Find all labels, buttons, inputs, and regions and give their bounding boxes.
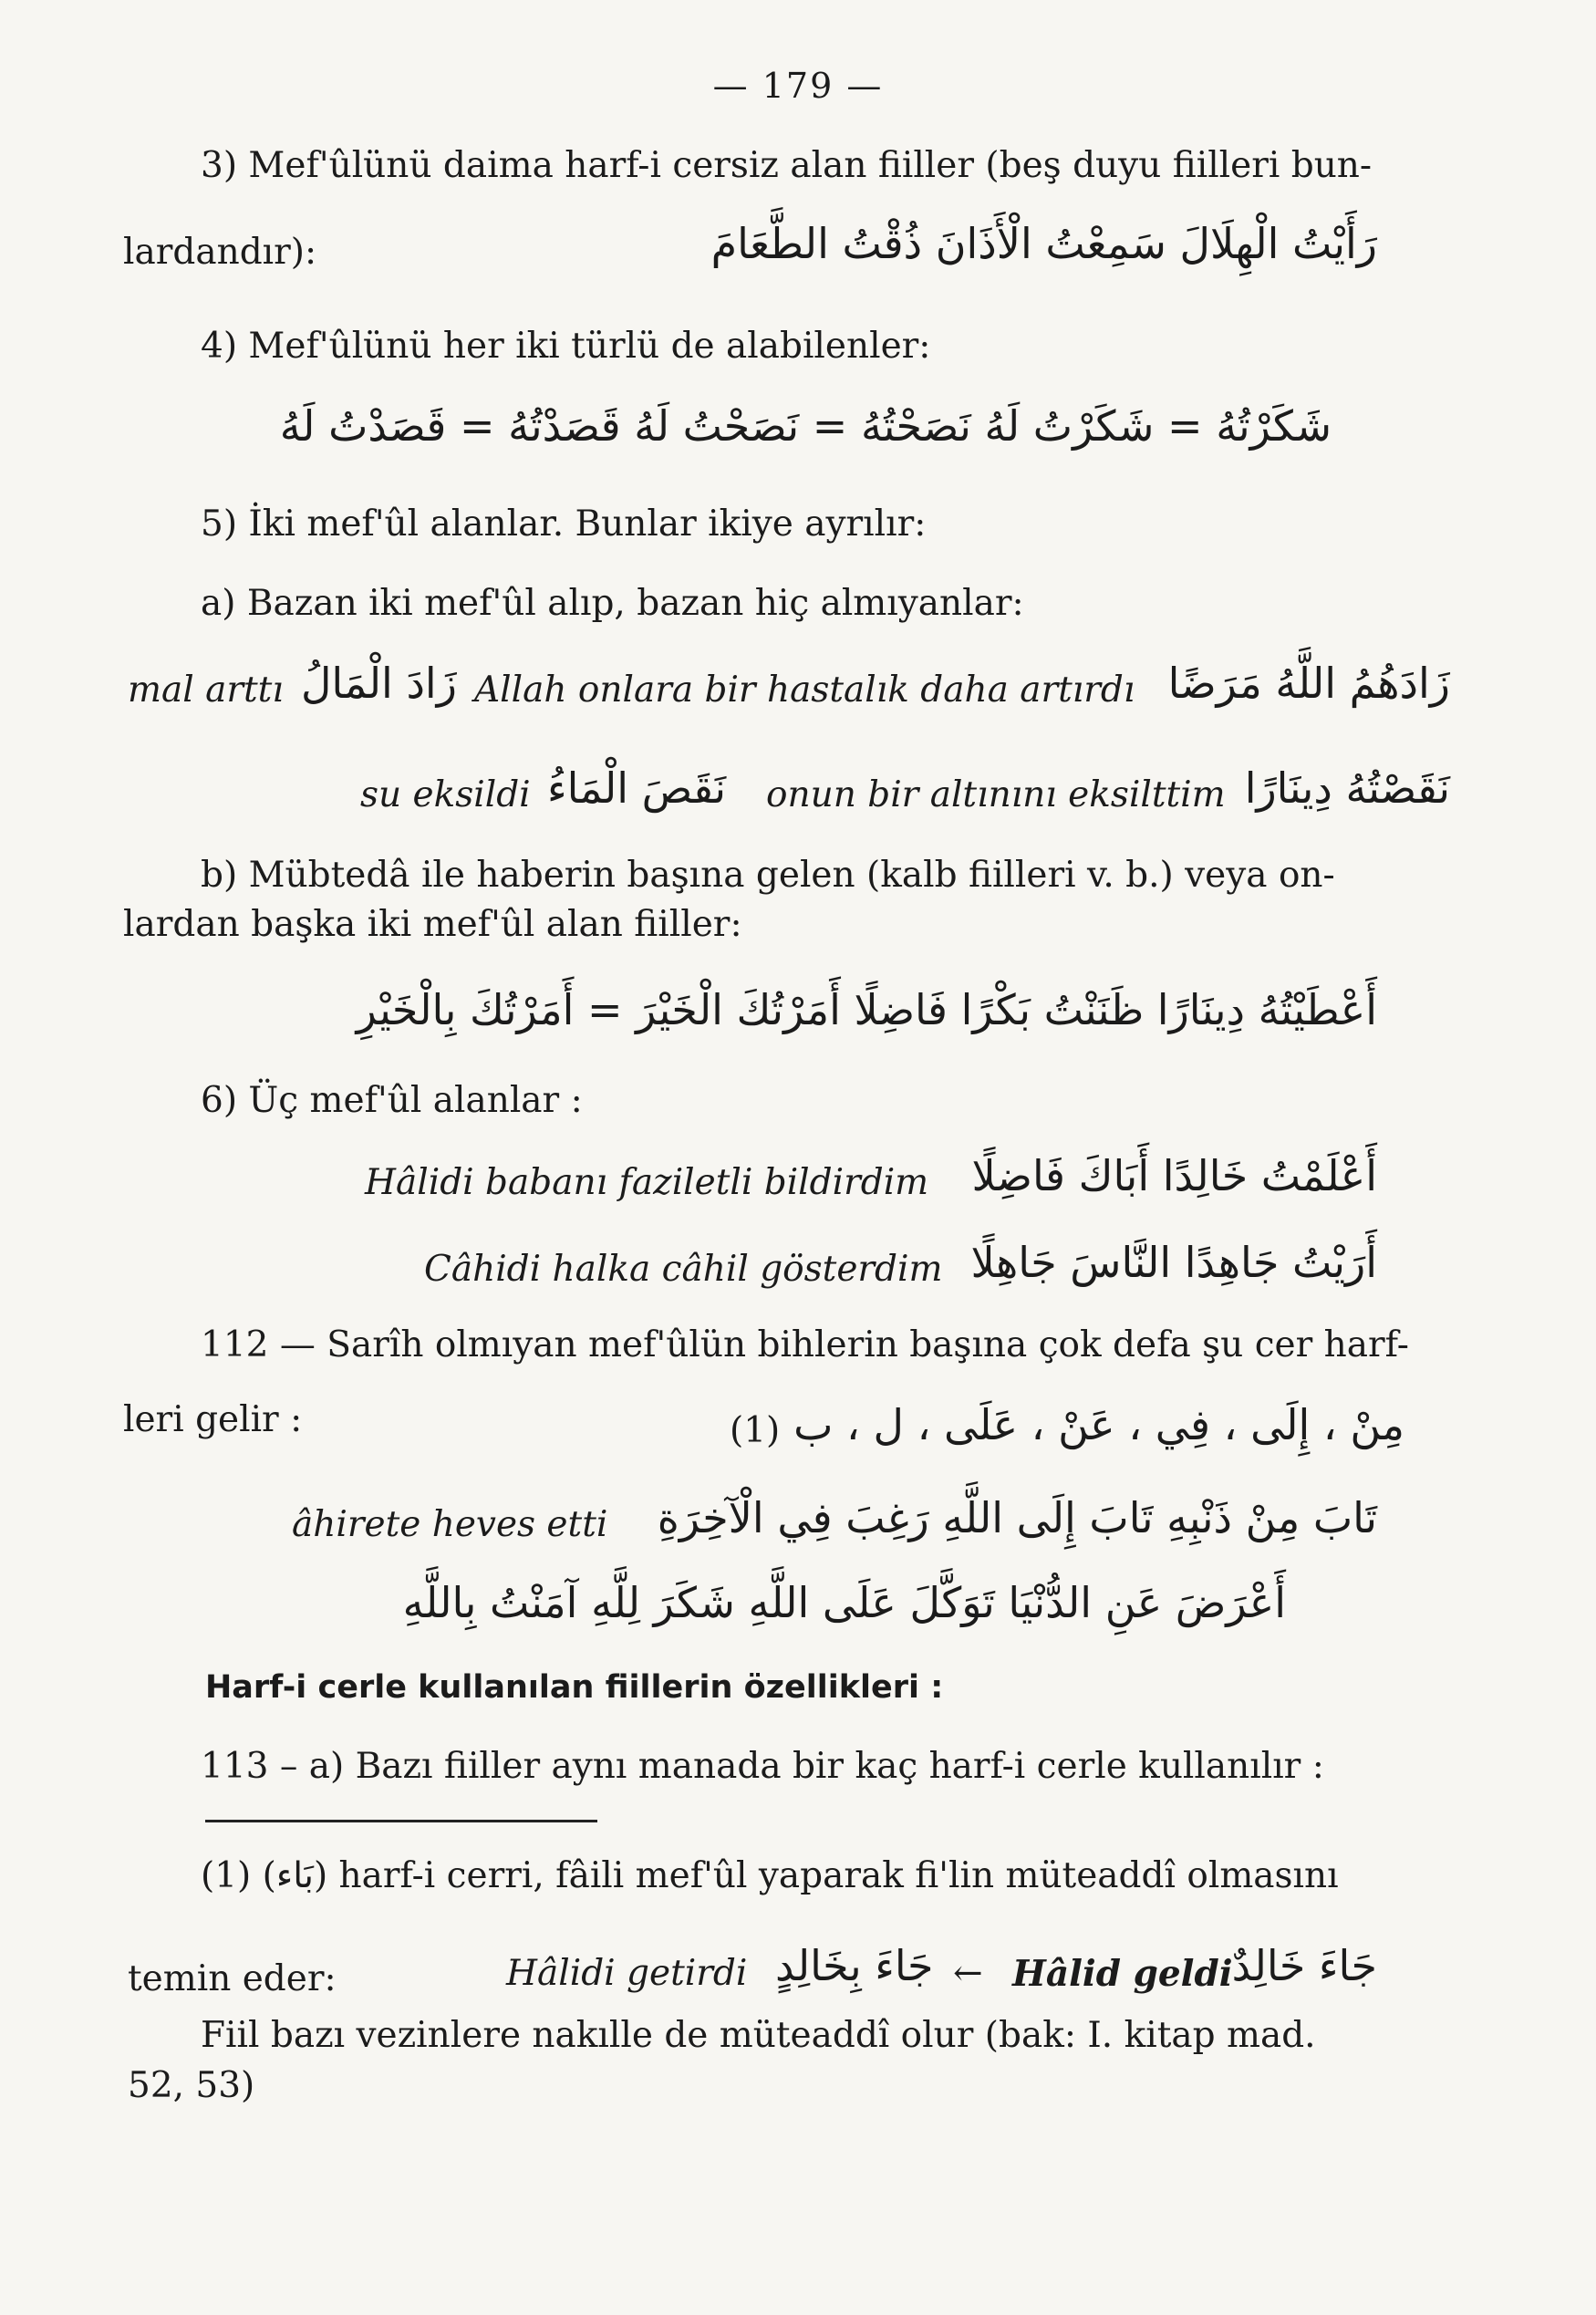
footnote-separator <box>205 1820 597 1822</box>
s5-b-line2: lardan başka iki mef'ûl alan fiiller: <box>123 904 742 945</box>
s3-line2: lardandır): <box>123 232 317 273</box>
footnote-line3: Fiil bazı vezinlere nakılle de müteaddî olur (bak: I. kitap mad. <box>201 2015 1316 2056</box>
s112-line1: 112 — Sarîh olmıyan mef'ûlün bihlerin başına çok defa şu cer harf- <box>201 1324 1409 1365</box>
footnote-arrow: ← <box>953 1953 983 1994</box>
s4-line1: 4) Mef'ûlünü her iki türlü de alabilenler: <box>201 326 931 367</box>
s6-ex2-tr: Câhidi halka câhil gösterdim <box>424 1249 943 1290</box>
s112-line2: leri gelir : <box>123 1399 303 1440</box>
footnote-ex-ar1: جَاءَ بِخَالِدٍ <box>775 1941 934 1990</box>
section-heading: Harf-i cerle kullanılan fiillerin özellikleri : <box>205 1669 944 1706</box>
footnote-line1 <box>201 1856 1339 1897</box>
s5-a-line: a) Bazan iki mef'ûl alıp, bazan hiç almıyanlar: <box>201 583 1024 624</box>
s112-letters-note: (1) <box>730 1410 781 1451</box>
s5-ex1-ar2: زَادَ الْمَالُ <box>301 659 457 708</box>
s6-line1: 6) Üç mef'ûl alanlar : <box>201 1080 583 1121</box>
s5-b-line1: b) Mübtedâ ile haberin başına gelen (kalb fiilleri v. b.) veya on- <box>201 855 1335 896</box>
s5-ex2-tr: onun bir altınını eksilttim <box>766 774 1226 815</box>
footnote-line1-arabic: بَاء <box>275 1855 314 1896</box>
s4-arabic-examples: شَكَرْتُهُ = شَكَرْتُ لَهُ نَصَحْتُهُ = نَصَحْتُ لَهُ قَصَدْتُهُ = قَصَدْتُ لَهُ <box>279 401 1332 451</box>
footnote-line1-post: ) harf-i cerri, fâili mef'ûl yaparak fi'lin müteaddî olmasını <box>313 1855 1339 1896</box>
s5-ex2-ar2: نَقَصَ الْمَاءُ <box>547 763 727 813</box>
s5-line1: 5) İki mef'ûl alanlar. Bunlar ikiye ayrılır: <box>201 503 927 545</box>
footnote-line4: 52, 53) <box>128 2065 255 2106</box>
s112-ex-arabic-1: تَابَ مِنْ ذَنْبِهِ تَابَ إِلَى اللَّهِ رَغِبَ فِي الْآخِرَةِ <box>657 1493 1377 1542</box>
s113-line: 113 – a) Bazı fiiller aynı manada bir kaç harf-i cerle kullanılır : <box>201 1746 1324 1787</box>
s6-ex1-tr: Hâlidi babanı faziletli bildirdim <box>365 1162 929 1203</box>
footnote-ex-tr1: Hâlidi getirdi <box>506 1953 748 1994</box>
s5-ex1-tr: Allah onlara bir hastalık daha artırdı <box>474 670 1135 711</box>
s5-ex1-tr2: mal arttı <box>128 670 284 711</box>
s5-b-arabic-examples: أَعْطَيْتُهُ دِينَارًا ظَنَنْتُ بَكْرًا فَاضِلًا أَمَرْتُكَ الْخَيْرَ = أَمَرْتُكَ بِالْخَيْرِ <box>356 985 1377 1034</box>
s5-ex2-ar: نَقَصْتُهُ دِينَارًا <box>1244 763 1450 813</box>
s112-letters-arabic: مِنْ ، إِلَى ، فِي ، عَنْ ، عَلَى ، ل ، ب <box>793 1400 1404 1449</box>
s112-ex-arabic-2: أَعْرَضَ عَنِ الدُّنْيَا تَوَكَّلَ عَلَى اللَّهِ شَكَرَ لِلَّهِ آمَنْتُ بِاللَّهِ <box>402 1578 1286 1627</box>
page-number: — 179 — <box>712 66 884 106</box>
footnote-ex-tr2: Hâlid geldi <box>1012 1953 1233 1995</box>
s6-ex1-ar: أَعْلَمْتُ خَالِدًا أَبَاكَ فَاضِلًا <box>971 1151 1377 1200</box>
s5-ex2-tr2: su eksildi <box>360 774 531 815</box>
s112-ex-tr: âhirete heves etti <box>292 1504 608 1545</box>
s3-line1: 3) Mef'ûlünü daima harf-i cersiz alan fiiller (beş duyu fiilleri bun- <box>201 145 1373 186</box>
s6-ex2-ar: أَرَيْتُ جَاهِدًا النَّاسَ جَاهِلًا <box>970 1238 1377 1287</box>
footnote-ex-ar2: جَاءَ خَالِدٌ <box>1231 1941 1377 1990</box>
footnote-line2: temin eder: <box>128 1958 337 1999</box>
s5-ex1-ar: زَادَهُمُ اللَّهُ مَرَضًا <box>1167 659 1450 708</box>
s3-arabic-examples: رَأَيْتُ الْهِلَالَ سَمِعْتُ الْأَذَانَ ذُقْتُ الطَّعَامَ <box>710 219 1377 268</box>
footnote-line1-pre: (1) ( <box>201 1855 276 1896</box>
